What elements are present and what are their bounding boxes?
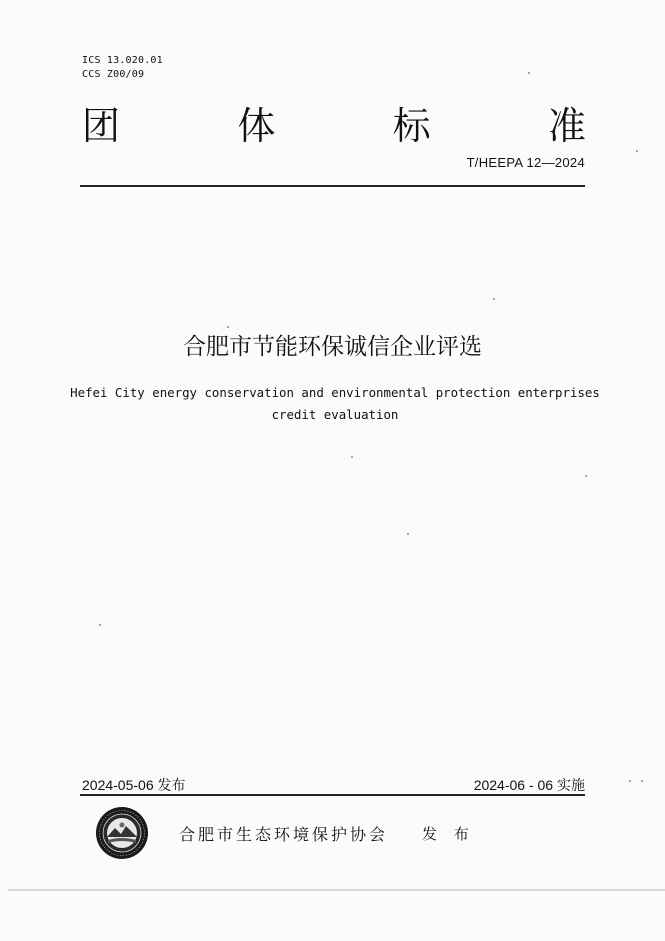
scan-speck [636,150,638,152]
title-char-3: 标 [392,104,431,148]
title-char-2: 体 [237,104,276,148]
standard-number: T/HEEPA 12—2024 [466,155,585,170]
footer-divider [80,794,585,796]
release-date: 2024-05-06 发布 [82,777,186,793]
scan-speck [528,72,530,74]
scan-speck [227,326,229,328]
title-char-4: 准 [547,104,586,148]
scan-speck [407,533,409,535]
date-row [82,775,585,795]
scan-speck [641,780,643,782]
scan-edge-line [8,889,665,891]
title-en-line2: credit evaluation [271,407,399,422]
publish-label: 发 布 [422,824,475,843]
classification-codes [82,54,163,82]
scan-speck [493,298,495,300]
ics-code: ICS 13.020.01 [82,55,163,66]
scan-speck [99,624,101,626]
association-emblem-icon [95,806,149,860]
document-title-en [70,382,600,426]
ccs-code: CCS Z00/09 [82,69,145,80]
scan-speck [351,456,353,458]
document-title-cn: 合肥市节能环保诚信企业评选 [183,334,482,360]
publisher-row [95,806,475,860]
title-en-line1: Hefei City energy conservation and environmental protection enterprises [70,385,600,400]
scan-speck [585,475,587,477]
scan-speck [629,780,631,782]
publisher-name: 合肥市生态环境保护协会 [179,824,389,844]
title-char-1: 团 [82,104,121,148]
standard-type-title [82,102,586,150]
header-divider [80,185,585,187]
implement-date: 2024-06 - 06 实施 [473,777,585,793]
